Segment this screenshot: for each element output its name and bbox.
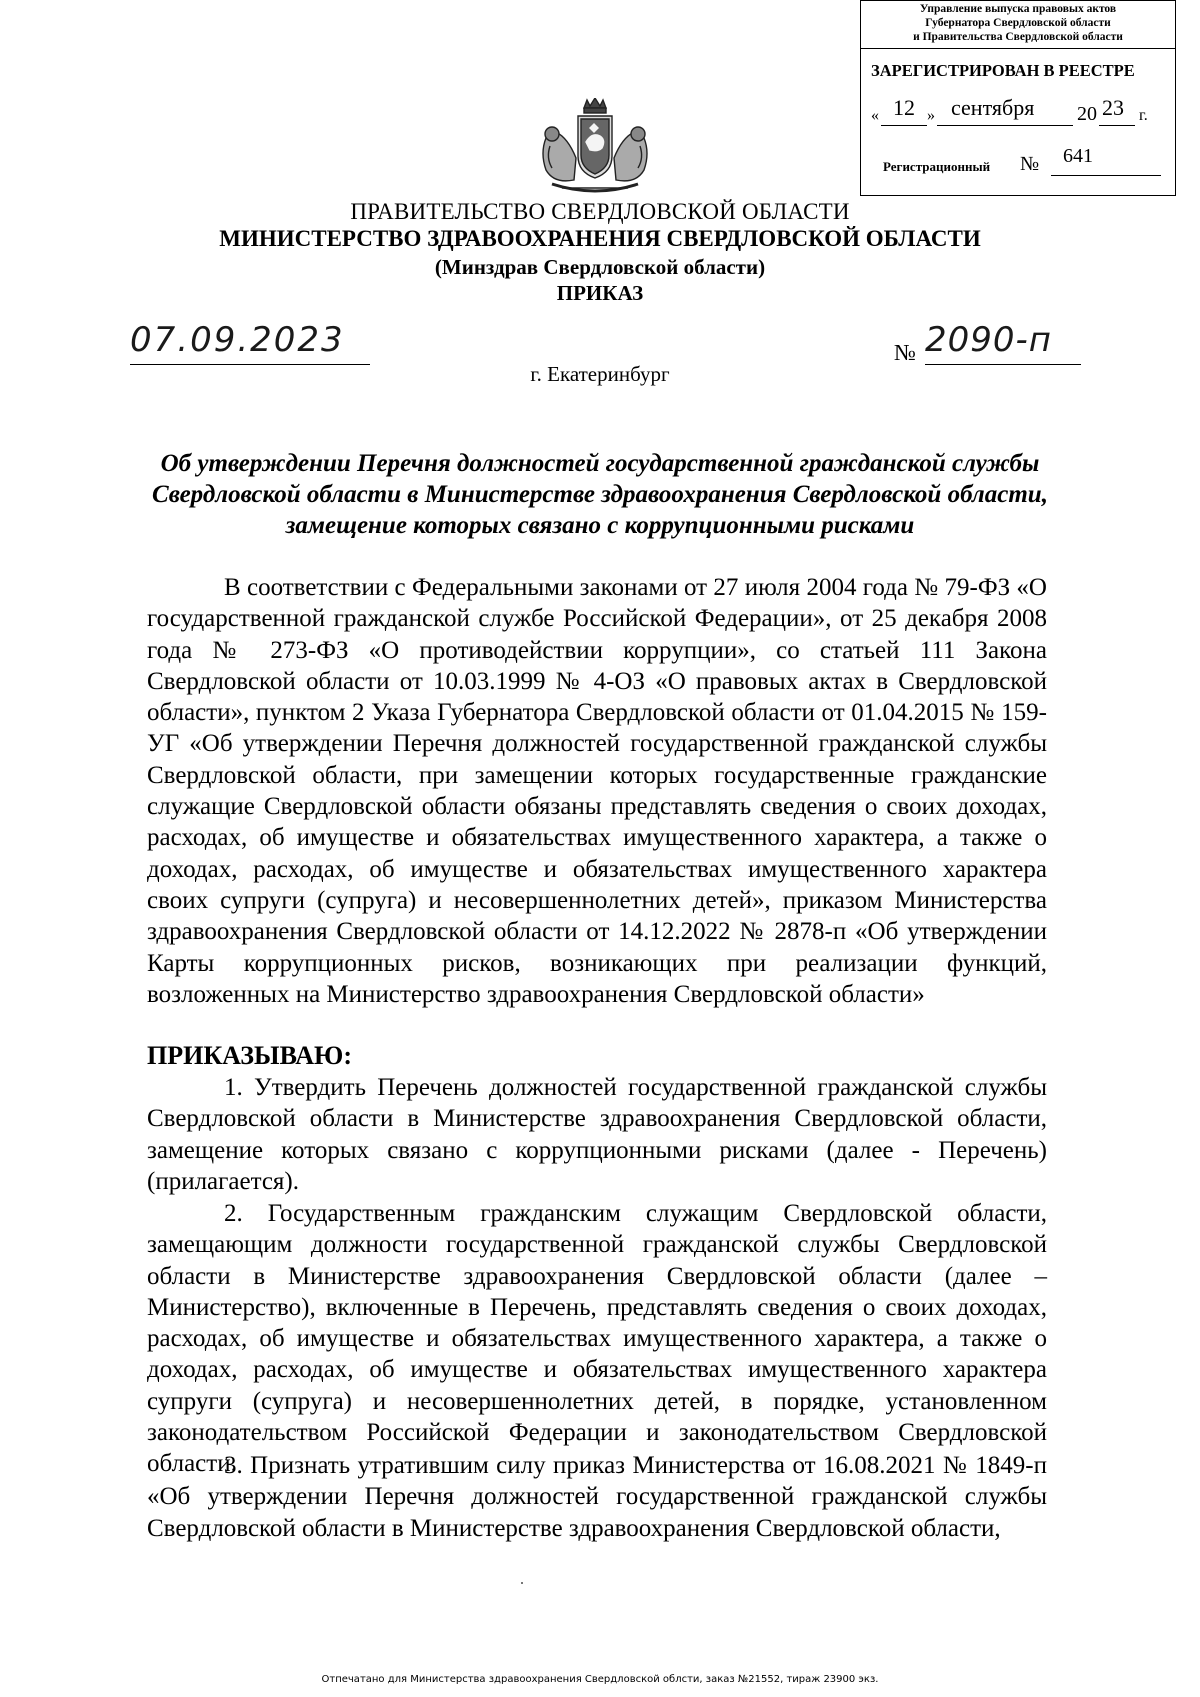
stamp-date [871,95,1171,129]
quote-close: » [927,107,935,124]
regnum-underline [1051,175,1161,176]
order-directive: ПРИКАЗЫВАЮ: [147,1041,352,1070]
order-date-handwritten: 07.09.2023 [130,320,370,365]
stamp-year-mark: г. [1139,107,1148,124]
year-underline [1099,125,1135,126]
order-number-sign: № [894,340,916,365]
order-item-1: 1. Утвердить Перечень должностей государственной гражданской службы Свердловской области в Министерстве здравоохранения Свердловской области, замещение которых связано с коррупционными рисками (далее - Перечень) (прилагается). [147,1074,1047,1195]
registration-stamp [860,0,1176,196]
month-underline [937,125,1073,126]
stamp-office-line: и Правительства Свердловской области [913,31,1123,43]
city: г. Екатеринбург [530,362,670,386]
stamp-year-suffix: 23 [1102,95,1124,120]
quote-open: « [871,107,879,124]
order-item-2: 2. Государственным гражданским служащим Свердловской области, замещающим должности государственной гражданской службы Свердловской области в Министерстве здравоохранения Свердловской области (далее – Министерство), включенные в Перечень, представлять сведения о своих доходах, расходах, об имуществе и обязательствах имущественного характера, а также о доходах, расходах, об имуществе и обязательствах имущественного характера супруги (супруга) и несовершеннолетних детей, в порядке, установленном законодательством Российской Федерации и законодательством Свердловской области. [147,1200,1047,1478]
government-title: ПРАВИТЕЛЬСТВО СВЕРДЛОВСКОЙ ОБЛАСТИ [350,199,850,224]
stamp-day: 12 [893,95,915,120]
ministry-short-name: (Минздрав Свердловской области) [434,255,766,279]
stamp-office-line: Губернатора Свердловской области [925,17,1111,29]
regnum-label: Регистрационный [883,159,991,174]
regnum-sign: № [1020,153,1040,175]
day-underline [881,125,927,126]
preamble-paragraph: В соответствии с Федеральными законами от 27 июля 2004 года № 79-ФЗ «О государственной гражданской службе Российской Федерации», от 25 декабря 2008 года № 273-ФЗ «О противодействии коррупции», со статьей 111 Закона Свердловской области от 10.03.1999 № 4-ОЗ «О правовых актах в Свердловской области», пунктом 2 Указа Губернатора Свердловской области от 01.04.2015 № 159-УГ «Об утверждении Перечня должностей государственной гражданской службы Свердловской области, при замещении которых государственные гражданские служащие Свердловской области обязаны представлять сведения о своих доходах, расходах, об имуществе и обязательствах имущественного характера, а также о доходах, расходах, об имуществе и обязательствах имущественного характера своих супруги (супруга) и несовершеннолетних детей», приказом Министерства здравоохранения Свердловской области от 14.12.2022 № 2878-п «Об утверждении Карты коррупционных рисков, возникающих при реализации функций, возложенных на Министерство здравоохранения Свердловской области» [147,574,1047,1008]
print-footer: Отпечатано для Министерства здравоохранения Свердловской облсти, заказ №21552, тираж 23900 экз. [321,1674,879,1685]
stamp-office-line: Управление выпуска правовых актов [919,3,1117,15]
order-subject: Об утверждении Перечня должностей государственной гражданской службы Свердловской области в Министерстве здравоохранения Свердловской области, замещение которых связано с коррупционными рисками [152,450,1048,539]
order-item-3: 3. Признать утратившим силу приказ Министерства от 16.08.2021 № 1849-п «Об утверждении Перечня должностей государственной гражданской службы Свердловской области в Министерстве здравоохранения Свердловской области, [147,1452,1047,1542]
stamp-year-prefix: 20 [1077,103,1097,125]
document-type: ПРИКАЗ [556,281,644,305]
stamp-registration-number [883,145,1163,175]
regnum-value: 641 [1063,145,1093,167]
scan-speck [521,1582,523,1584]
stamp-month: сентября [951,95,1035,120]
order-number-handwritten: 2090-п [925,320,1081,365]
ministry-title: МИНИСТЕРСТВО ЗДРАВООХРАНЕНИЯ СВЕРДЛОВСКОЙ ОБЛАСТИ [219,226,981,251]
coat-of-arms-icon [532,98,658,198]
stamp-office-name [861,1,1175,49]
stamp-registered-label: ЗАРЕГИСТРИРОВАН В РЕЕСТРЕ [871,61,1135,80]
